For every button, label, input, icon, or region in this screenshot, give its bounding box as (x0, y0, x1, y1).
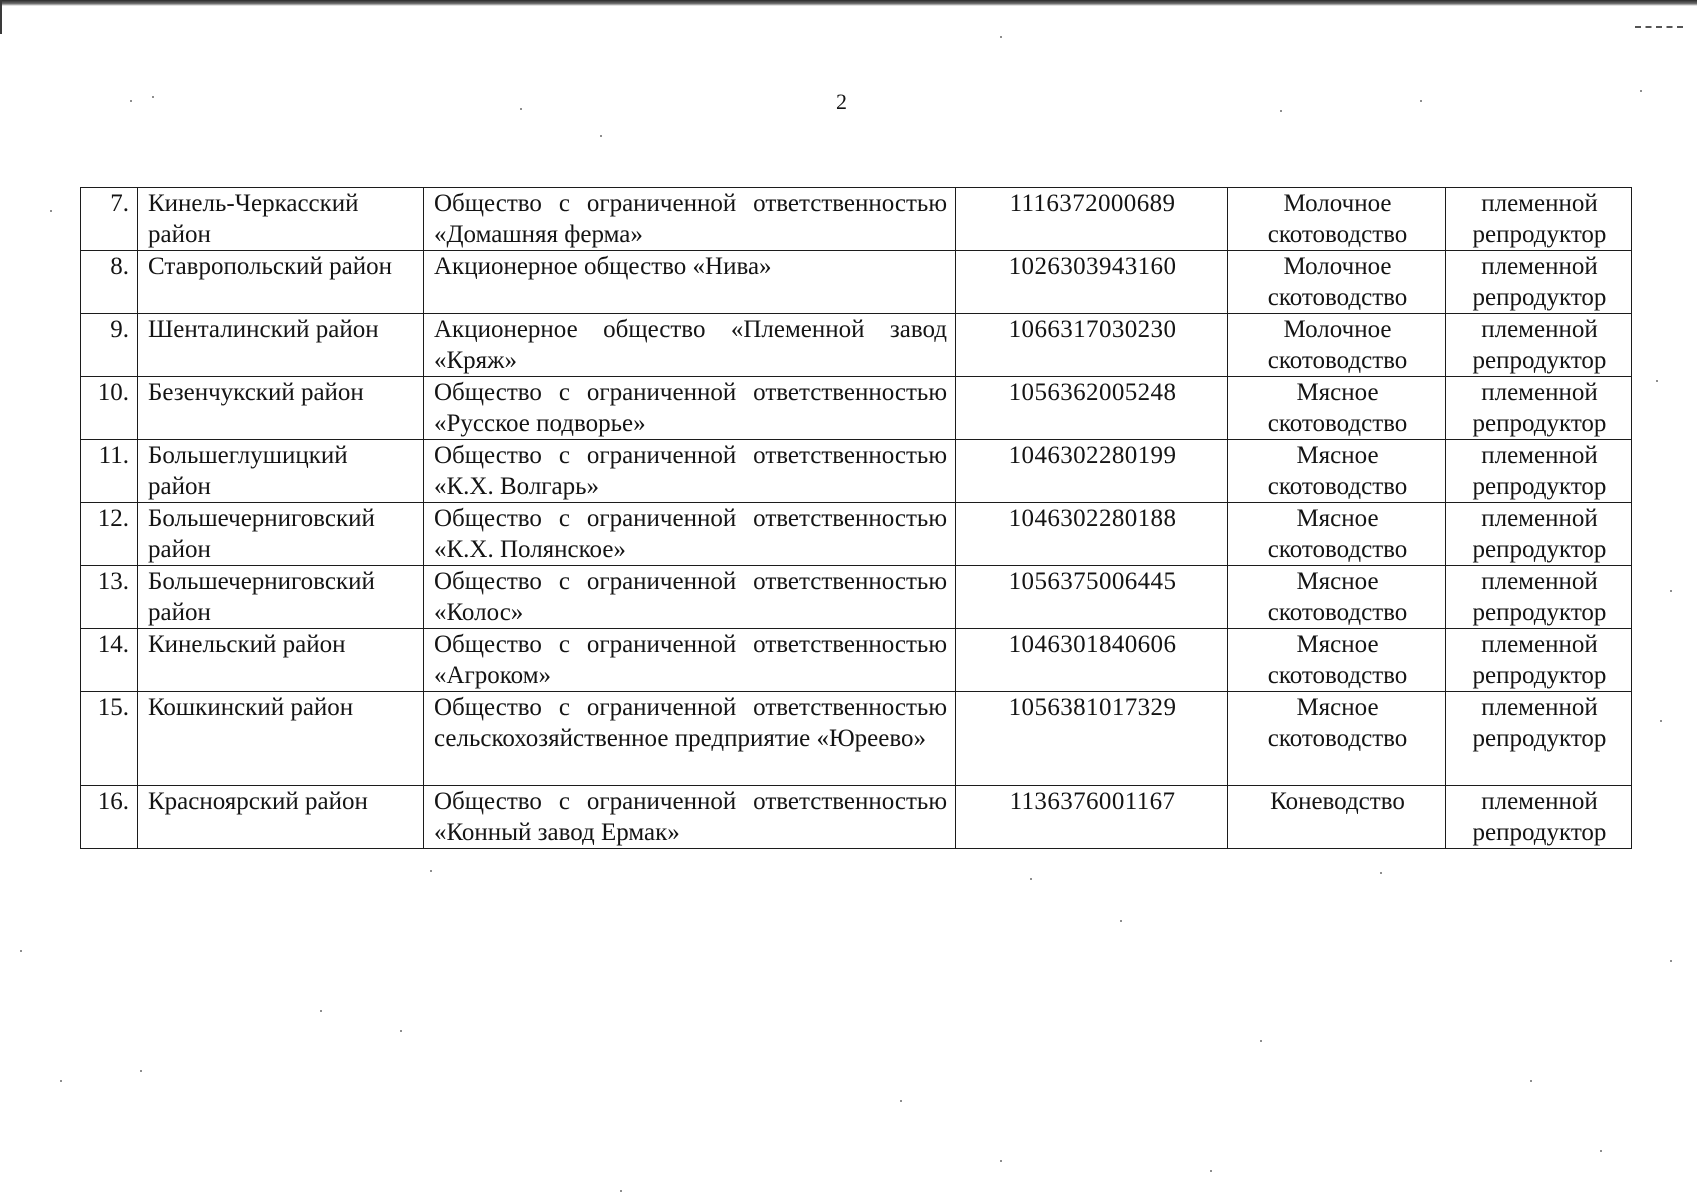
scan-speck (430, 870, 432, 872)
table-row (81, 251, 1632, 314)
row-number: 8. (81, 251, 138, 314)
table-row (81, 188, 1632, 251)
direction-cell: Мясное скотоводство (1228, 566, 1446, 629)
organization-cell: Общество с ограниченной ответственностью «Конный завод Ермак» (424, 786, 956, 849)
row-number: 11. (81, 440, 138, 503)
district-cell: Большечерниговский район (138, 503, 424, 566)
organization-cell: Общество с ограниченной ответственностью «К.Х. Полянское» (424, 503, 956, 566)
scan-top-edge (0, 0, 1697, 6)
row-number: 12. (81, 503, 138, 566)
scan-speck (1030, 878, 1032, 880)
table-row (81, 314, 1632, 377)
scan-speck (50, 210, 52, 212)
organization-cell: Акционерное общество «Нива» (424, 251, 956, 314)
scan-speck (1420, 100, 1422, 102)
ogrn-cell: 1136376001167 (956, 786, 1228, 849)
scan-speck (1670, 590, 1672, 592)
scan-speck (620, 1190, 622, 1192)
district-cell: Кинельский район (138, 629, 424, 692)
scan-speck (600, 135, 602, 137)
scan-speck (1600, 1150, 1602, 1152)
scan-speck (1280, 110, 1282, 112)
direction-cell: Мясное скотоводство (1228, 440, 1446, 503)
ogrn-cell: 1046302280188 (956, 503, 1228, 566)
table-row (81, 629, 1632, 692)
scan-speck (130, 100, 132, 102)
status-cell: племенной репродуктор (1446, 786, 1632, 849)
district-cell: Шенталинский район (138, 314, 424, 377)
scan-speck (1260, 1040, 1262, 1042)
scan-corner-mark (1635, 26, 1683, 28)
scan-speck (1530, 1080, 1532, 1082)
district-cell: Ставропольский район (138, 251, 424, 314)
organization-cell: Общество с ограниченной ответственностью «Колос» (424, 566, 956, 629)
district-cell: Большечерниговский район (138, 566, 424, 629)
organization-cell: Общество с ограниченной ответственностью сельскохозяйственное предприятие «Юреево» (424, 692, 956, 786)
row-number: 7. (81, 188, 138, 251)
district-cell: Большеглушицкий район (138, 440, 424, 503)
scan-speck (1660, 720, 1662, 722)
row-number: 9. (81, 314, 138, 377)
ogrn-cell: 1026303943160 (956, 251, 1228, 314)
direction-cell: Мясное скотоводство (1228, 377, 1446, 440)
status-cell: племенной репродуктор (1446, 692, 1632, 786)
ogrn-cell: 1066317030230 (956, 314, 1228, 377)
scan-speck (1640, 90, 1642, 92)
status-cell: племенной репродуктор (1446, 629, 1632, 692)
scan-speck (1000, 36, 1002, 38)
ogrn-cell: 1046302280199 (956, 440, 1228, 503)
scan-left-edge (0, 0, 2, 34)
direction-cell: Молочное скотоводство (1228, 251, 1446, 314)
direction-cell: Мясное скотоводство (1228, 629, 1446, 692)
scan-speck (1670, 960, 1672, 962)
status-cell: племенной репродуктор (1446, 377, 1632, 440)
table-row (81, 377, 1632, 440)
direction-cell: Мясное скотоводство (1228, 692, 1446, 786)
direction-cell: Молочное скотоводство (1228, 314, 1446, 377)
organization-cell: Общество с ограниченной ответственностью «Агроком» (424, 629, 956, 692)
scan-speck (1000, 1160, 1002, 1162)
direction-cell: Коневодство (1228, 786, 1446, 849)
district-cell: Безенчукский район (138, 377, 424, 440)
district-cell: Красноярский район (138, 786, 424, 849)
row-number: 15. (81, 692, 138, 786)
ogrn-cell: 1046301840606 (956, 629, 1228, 692)
ogrn-cell: 1056375006445 (956, 566, 1228, 629)
scan-speck (1380, 872, 1382, 874)
table-row (81, 692, 1632, 786)
scan-speck (152, 96, 154, 98)
direction-cell: Молочное скотоводство (1228, 188, 1446, 251)
table-row (81, 503, 1632, 566)
scan-speck (520, 108, 522, 110)
scan-speck (1656, 380, 1658, 382)
organization-cell: Общество с ограниченной ответственностью «Домашняя ферма» (424, 188, 956, 251)
scan-speck (1120, 920, 1122, 922)
status-cell: племенной репродуктор (1446, 503, 1632, 566)
organization-cell: Общество с ограниченной ответственностью «Русское подворье» (424, 377, 956, 440)
organization-cell: Акционерное общество «Племенной завод «Кряж» (424, 314, 956, 377)
scan-speck (140, 1070, 142, 1072)
row-number: 14. (81, 629, 138, 692)
scan-speck (320, 1010, 322, 1012)
direction-cell: Мясное скотоводство (1228, 503, 1446, 566)
row-number: 13. (81, 566, 138, 629)
table-row (81, 786, 1632, 849)
ogrn-cell: 1056362005248 (956, 377, 1228, 440)
status-cell: племенной репродуктор (1446, 566, 1632, 629)
status-cell: племенной репродуктор (1446, 440, 1632, 503)
district-cell: Кошкинский район (138, 692, 424, 786)
status-cell: племенной репродуктор (1446, 251, 1632, 314)
district-cell: Кинель-Черкасский район (138, 188, 424, 251)
row-number: 10. (81, 377, 138, 440)
scan-speck (20, 950, 22, 952)
scan-speck (60, 1080, 62, 1082)
table-row (81, 440, 1632, 503)
status-cell: племенной репродуктор (1446, 314, 1632, 377)
row-number: 16. (81, 786, 138, 849)
status-cell: племенной репродуктор (1446, 188, 1632, 251)
scan-speck (1210, 1170, 1212, 1172)
ogrn-cell: 1056381017329 (956, 692, 1228, 786)
organization-cell: Общество с ограниченной ответственностью «К.Х. Волгарь» (424, 440, 956, 503)
ogrn-cell: 1116372000689 (956, 188, 1228, 251)
registry-body (81, 188, 1632, 849)
breeding-registry-table (80, 187, 1632, 849)
scan-speck (400, 1030, 402, 1032)
table-row (81, 566, 1632, 629)
scan-speck (900, 1100, 902, 1102)
page-number: 2 (836, 89, 847, 114)
